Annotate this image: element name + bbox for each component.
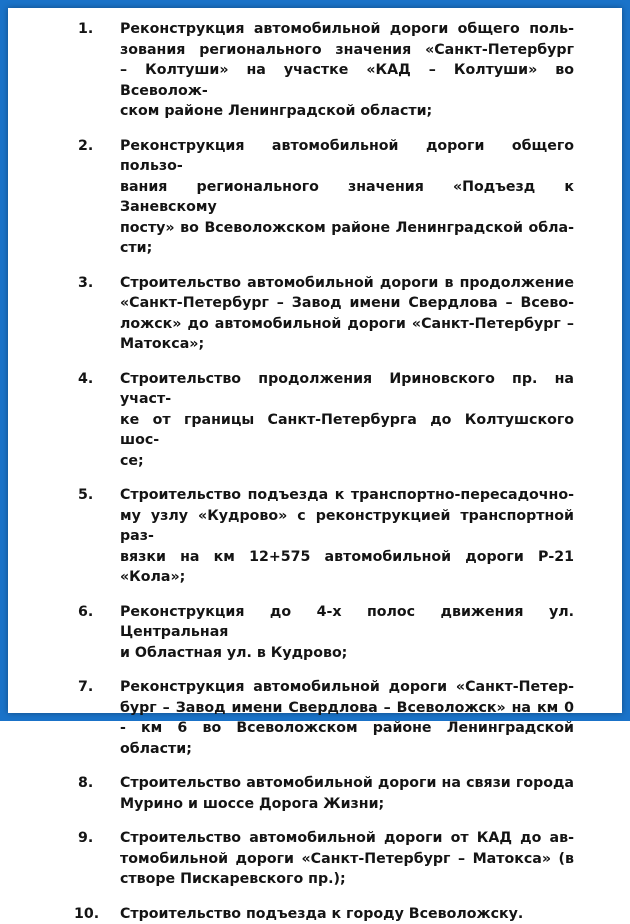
list-item — [78, 19, 574, 122]
item-text-line: ложск» до автомобильной дороги «Санкт-Петербург – — [120, 314, 574, 335]
item-text-line: Мурино и шоссе Дорога Жизни; — [120, 794, 574, 815]
item-text-line: Реконструкция автомобильной дороги общего поль- — [120, 19, 574, 40]
item-text-line: – Колтуши» на участке «КАД – Колтуши» во Всеволож- — [120, 60, 574, 101]
road-projects-list — [78, 19, 574, 924]
item-text-line: вязки на км 12+575 автомобильной дороги Р-21 «Кола»; — [120, 547, 574, 588]
item-number: 7. — [78, 677, 93, 698]
item-text-line: и Областная ул. в Кудрово; — [120, 643, 574, 664]
item-text-line: сти; — [120, 238, 574, 259]
list-item — [78, 369, 574, 472]
item-text-line: зования регионального значения «Санкт-Петербург — [120, 40, 574, 61]
item-text-line: Реконструкция до 4-х полос движения ул. Центральная — [120, 602, 574, 643]
item-text-line: вания регионального значения «Подъезд к Заневскому — [120, 177, 574, 218]
item-text-line: бург – Завод имени Свердлова – Всеволожск» на км 0 — [120, 698, 574, 719]
item-text-line: посту» во Всеволожском районе Ленинградской обла- — [120, 218, 574, 239]
item-text-line: Реконструкция автомобильной дороги общего пользо- — [120, 136, 574, 177]
item-number: 9. — [78, 828, 93, 849]
item-number: 3. — [78, 273, 93, 294]
item-number: 2. — [78, 136, 93, 157]
item-text-line: му узлу «Кудрово» с реконструкцией транспортной раз- — [120, 506, 574, 547]
item-text-line: ке от границы Санкт-Петербурга до Колтушского шос- — [120, 410, 574, 451]
item-text-line: томобильной дороги «Санкт-Петербург – Матокса» (в — [120, 849, 574, 870]
item-text-line: се; — [120, 451, 574, 472]
item-number: 4. — [78, 369, 93, 390]
item-text-line: Строительство автомобильной дороги на связи города — [120, 773, 574, 794]
item-text-line: Матокса»; — [120, 334, 574, 355]
item-text-line: - км 6 во Всеволожском районе Ленинградской области; — [120, 718, 574, 759]
item-text-line: Строительство автомобильной дороги от КАД до ав- — [120, 828, 574, 849]
item-number: 10. — [74, 904, 99, 924]
item-text-line: Реконструкция автомобильной дороги «Санкт-Петер- — [120, 677, 574, 698]
item-number: 6. — [78, 602, 93, 623]
item-text-line: «Санкт-Петербург – Завод имени Свердлова – Всево- — [120, 293, 574, 314]
item-number: 8. — [78, 773, 93, 794]
item-number: 1. — [78, 19, 93, 40]
list-item — [78, 773, 574, 814]
document-sheet — [8, 8, 622, 713]
item-text-line: ском районе Ленинградской области; — [120, 101, 574, 122]
item-number: 5. — [78, 485, 93, 506]
list-item — [78, 485, 574, 588]
item-text-line: Строительство подъезда к транспортно-пересадочно- — [120, 485, 574, 506]
list-item — [78, 136, 574, 259]
list-item — [78, 828, 574, 890]
list-item — [78, 602, 574, 664]
list-item — [78, 273, 574, 355]
item-text-line: Строительство продолжения Ириновского пр. на участ- — [120, 369, 574, 410]
list-item — [78, 677, 574, 759]
list-item — [78, 904, 574, 924]
item-text-line: створе Пискаревского пр.); — [120, 869, 574, 890]
item-text-line: Строительство подъезда к городу Всеволожску. — [120, 904, 574, 924]
item-text-line: Строительство автомобильной дороги в продолжение — [120, 273, 574, 294]
